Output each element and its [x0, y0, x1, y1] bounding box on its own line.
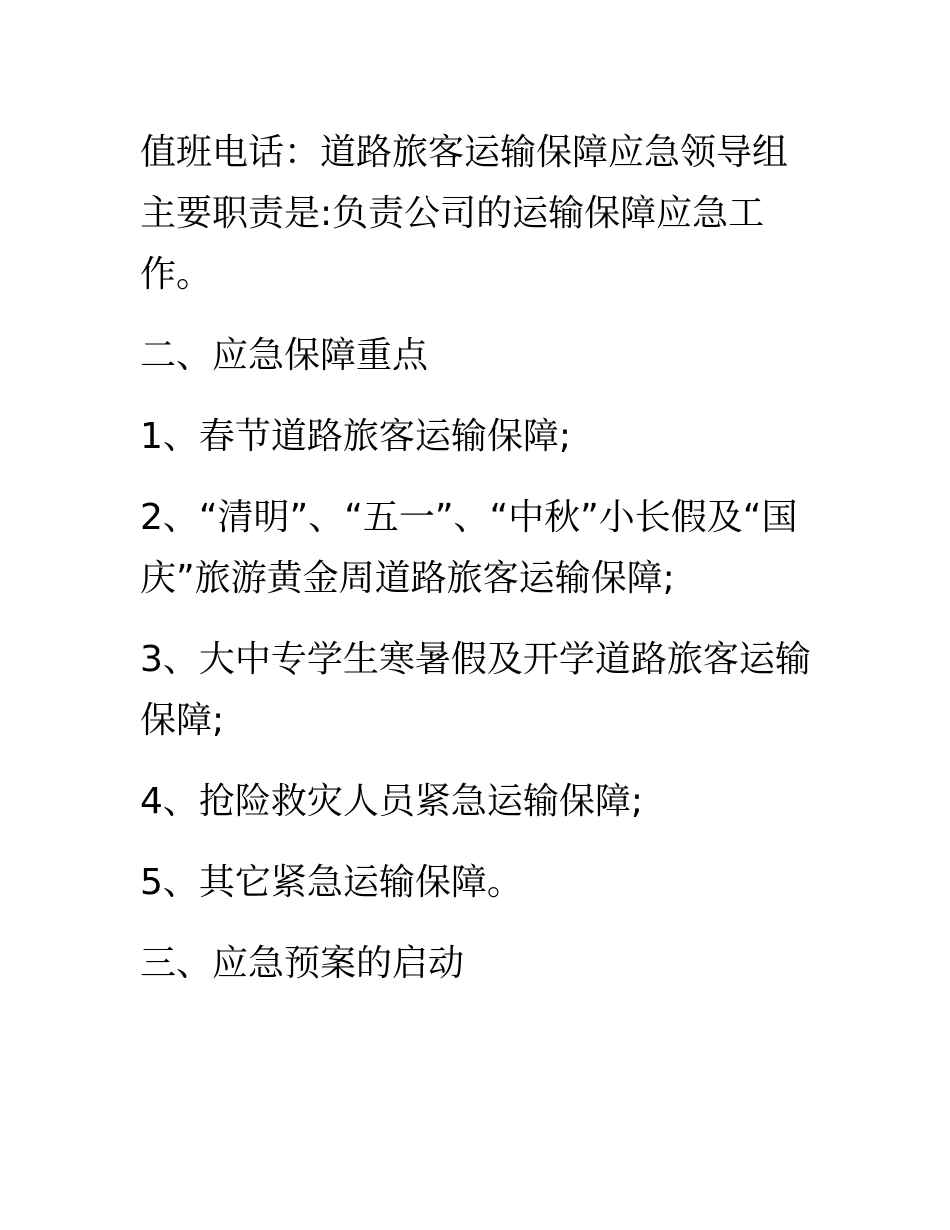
paragraph-duty-phone: 值班电话：道路旅客运输保障应急领导组主要职责是:负责公司的运输保障应急工作。 — [140, 132, 789, 295]
section-heading-3: 三、应急预案的启动 — [140, 943, 465, 984]
list-item-3: 3、大中专学生寒暑假及开学道路旅客运输保障; — [140, 639, 811, 741]
section-heading-2: 二、应急保障重点 — [140, 335, 429, 376]
list-item-1: 1、春节道路旅客运输保障; — [140, 416, 572, 457]
list-item-4: 4、抢险救灾人员紧急运输保障; — [140, 781, 644, 822]
list-item-2: 2、“清明”、“五一”、“中秋”小长假及“国庆”旅游黄金周道路旅客运输保障; — [140, 497, 798, 599]
list-item-5: 5、其它紧急运输保障。 — [140, 862, 523, 903]
document-body — [140, 122, 820, 1014]
